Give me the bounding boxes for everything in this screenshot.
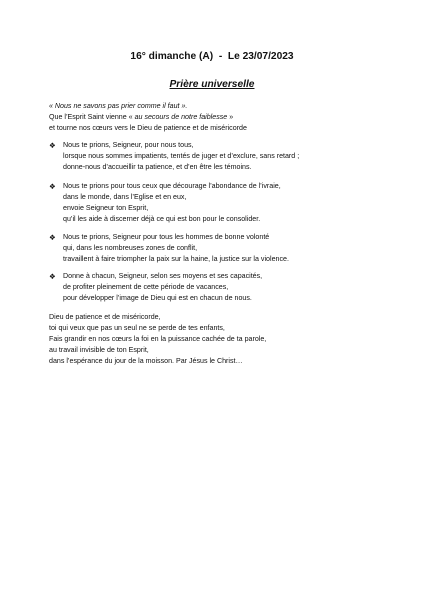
closing-line: Fais grandir en nos cœurs la foi en la puissance cachée de ta parole, xyxy=(49,335,267,344)
petition-line: qu’il les aide à discerner déjà ce qui est bon pour le consolider. xyxy=(63,215,261,224)
petition-line: donne-nous d’accueillir ta patience, et d’en être les témoins. xyxy=(63,163,252,172)
petition-line: Nous te prions, Seigneur pour tous les hommes de bonne volonté xyxy=(63,233,270,241)
closing-line: Dieu de patience et de miséricorde, xyxy=(49,313,161,321)
page-title: 16° dimanche (A) - Le 23/07/2023 xyxy=(130,51,294,62)
diamond-bullet-icon: ❖ xyxy=(49,233,56,242)
closing-prayer xyxy=(49,312,266,367)
intro-line-2: Que l’Esprit Saint vienne « au secours de notre faiblesse » xyxy=(49,113,234,122)
petition-line: envoie Seigneur ton Esprit, xyxy=(63,204,149,213)
intro-line-3: et tourne nos cœurs vers le Dieu de patience et de miséricorde xyxy=(49,124,247,133)
petition-line: pour développer l’image de Dieu qui est en chacun de nous. xyxy=(63,294,252,303)
closing-line: toi qui veux que pas un seul ne se perde de tes enfants, xyxy=(49,324,225,333)
petition-3 xyxy=(49,232,289,265)
petition-4 xyxy=(49,271,262,304)
petition-line: de profiter pleinement de cette période de vacances, xyxy=(63,283,229,292)
diamond-bullet-icon: ❖ xyxy=(49,141,56,150)
petition-line: travaillent à faire triompher la paix sur la haine, la justice sur la violence. xyxy=(63,255,289,264)
petition-1 xyxy=(49,140,299,173)
petition-2 xyxy=(49,181,281,225)
section-subtitle: Prière universelle xyxy=(169,79,255,90)
closing-line: dans l’espérance du jour de la moisson. Par Jésus le Christ… xyxy=(49,357,243,366)
intro-paragraph xyxy=(49,101,247,134)
petition-line: Nous te prions, Seigneur, pour nous tous, xyxy=(63,141,194,149)
diamond-bullet-icon: ❖ xyxy=(49,272,56,281)
petition-line: Nous te prions pour tous ceux que décourage l’abondance de l’ivraie, xyxy=(63,182,281,190)
petition-line: lorsque nous sommes impatients, tentés de juger et d’exclure, sans retard ; xyxy=(63,152,300,161)
petition-line: Donne à chacun, Seigneur, selon ses moyens et ses capacités, xyxy=(63,272,263,280)
diamond-bullet-icon: ❖ xyxy=(49,182,56,191)
petition-line: dans le monde, dans l’Eglise et en eux, xyxy=(63,193,187,202)
intro-quote: « Nous ne savons pas prier comme il faut ». xyxy=(49,102,188,110)
petition-line: qui, dans les nombreuses zones de conflit, xyxy=(63,244,198,253)
closing-line: au travail invisible de ton Esprit, xyxy=(49,346,149,355)
